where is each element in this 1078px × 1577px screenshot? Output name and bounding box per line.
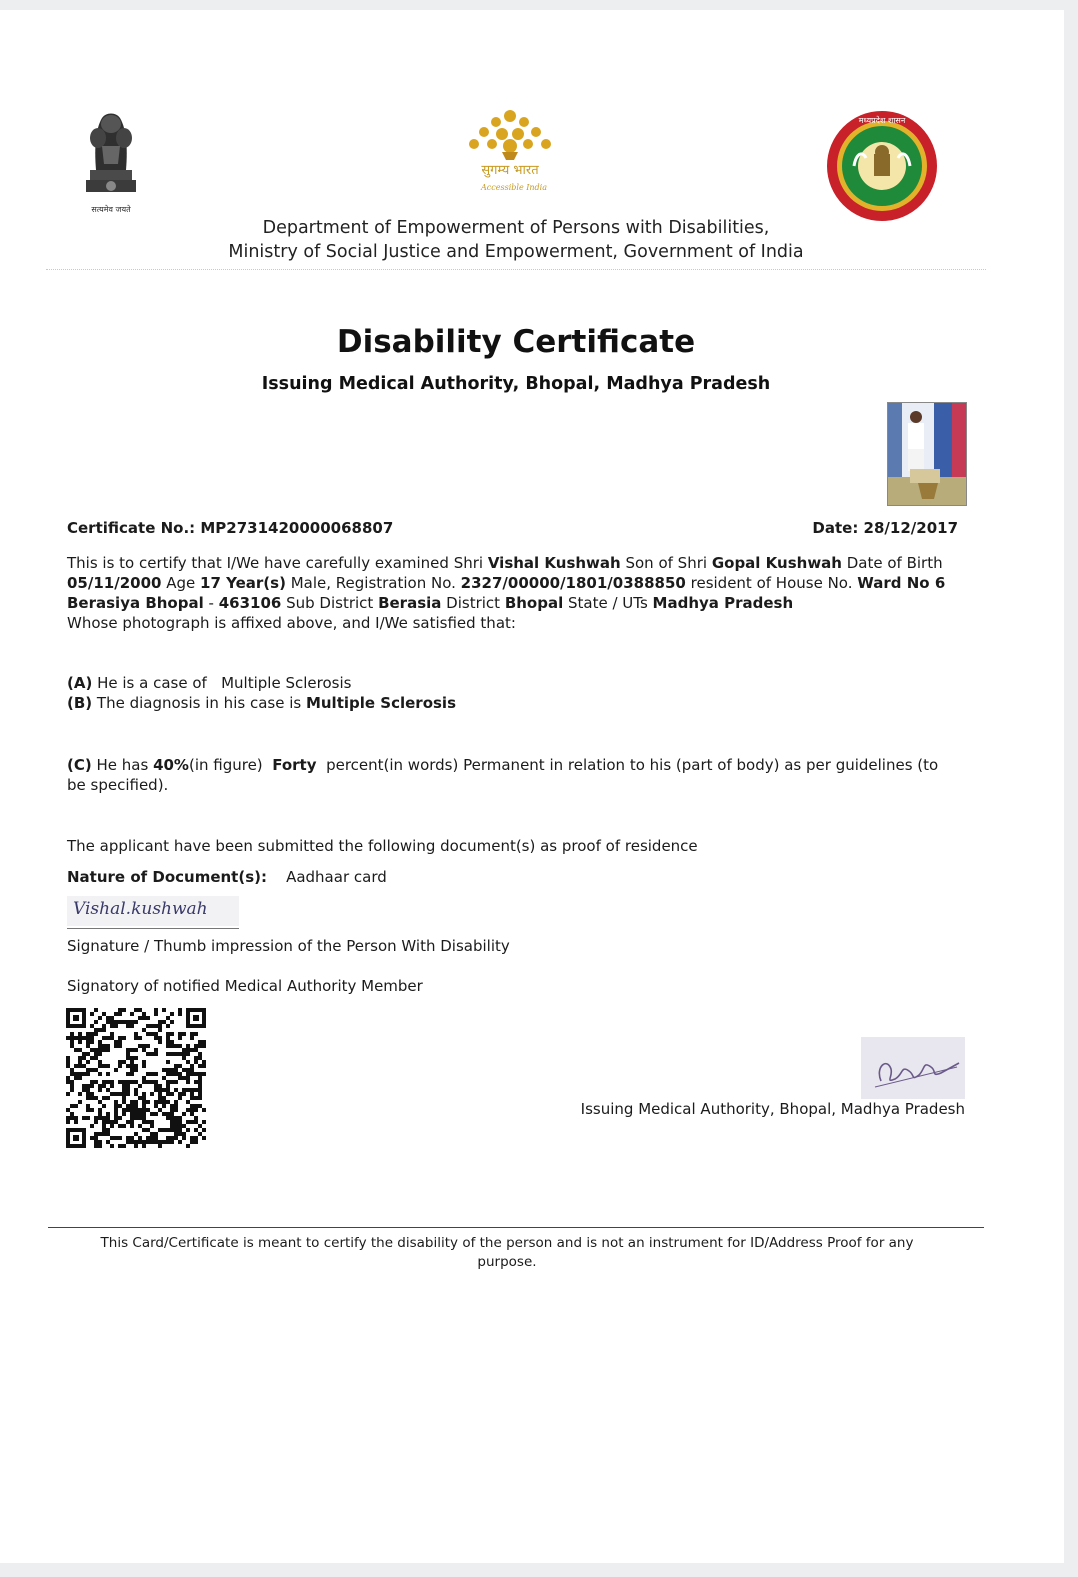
item-b [67,693,456,713]
certificate-subtitle: Issuing Medical Authority, Bhopal, Madhya Pradesh [261,374,771,394]
item-a-label: (A) [67,674,93,692]
department-line-1: Department of Empowerment of Persons with Disabilities, [262,218,770,238]
gender-registration-label: Male, Registration No. [285,574,461,592]
certification-paragraph [67,553,967,633]
nature-label: Nature of Document(s): [67,868,267,886]
accessible-india-logo-icon [458,106,562,198]
certificate-number-label: Certificate No.: [67,519,201,537]
mp-government-seal-icon [826,110,938,222]
house-address: Ward No 6 Berasiya Bhopal [67,574,946,612]
age-label: Age [161,574,201,592]
disability-percent-words: Forty [272,756,317,774]
certificate-number-row [67,518,393,538]
date-of-birth: 05/11/2000 [67,574,162,592]
item-b-text: The diagnosis in his case is [92,694,306,712]
district-label: District [441,594,505,612]
diagnosis-value: Multiple Sclerosis [305,694,456,712]
item-a-text: He is a case of [92,674,212,692]
applicant-photo [887,402,967,506]
signature-underline [67,928,239,929]
resident-label: resident of House No. [685,574,858,592]
qr-code-icon [66,1008,206,1148]
item-a [67,673,351,693]
photo-statement: Whose photograph is affixed above, and I/We satisfied that: [67,614,516,632]
item-b-label: (B) [67,694,93,712]
state-value: Madhya Pradesh [652,594,794,612]
intro-text: This is to certify that I/We have carefully examined Shri [67,554,488,572]
certificate-number: MP2731420000068807 [200,519,394,537]
authority-signature [861,1037,965,1099]
department-header [0,216,1032,264]
item-a-value: Multiple Sclerosis [221,674,352,692]
person-name: Vishal Kushwah [487,554,621,572]
applicant-signature-text: Vishal.kushwah [73,899,208,919]
state-label: State / UTs [563,594,653,612]
certificate-date: 28/12/2017 [863,519,958,537]
certificate-date-row [812,518,958,538]
subdistrict-label: Sub District [281,594,379,612]
logo-hindi-text: सुगम्य भारत [481,163,539,178]
registration-number: 2327/00000/1801/0388850 [460,574,686,592]
subdistrict-value: Berasia [378,594,442,612]
department-line-2: Ministry of Social Justice and Empowerment, Government of India [228,242,804,262]
signatory-label: Signatory of notified Medical Authority Member [67,977,423,995]
item-c-text-3: percent(in words) Permanent in relation to his (part of body) as per guidelines (to be specified). [67,756,939,794]
disability-percent: 40% [153,756,189,774]
item-c-text-2: (in figure) [188,756,268,774]
residence-proof-statement: The applicant have been submitted the following document(s) as proof of residence [67,837,698,855]
footer-disclaimer: This Card/Certificate is meant to certify the disability of the person and is not an instrument for ID/Address Proof for any purpose. [100,1235,914,1270]
seal-text: मध्यप्रदेश शासन [858,116,906,125]
age-value: 17 Year(s) [200,574,286,592]
certificate-page [0,10,1064,1563]
certificate-title: Disability Certificate [336,324,696,360]
thumb-impression-label: Signature / Thumb impression of the Person With Disability [67,937,510,955]
dob-label: Date of Birth [841,554,943,572]
emblem-motto: सत्यमेव जयते [91,205,131,214]
address-dash: - [203,594,219,612]
applicant-signature [67,896,239,926]
item-c-label: (C) [67,756,92,774]
nature-of-document-row [67,867,387,887]
nature-value: Aadhaar card [286,868,387,886]
pin-code: 463106 [218,594,282,612]
item-c-text-1: He has [91,756,154,774]
footer-divider [48,1227,984,1228]
header-divider [46,269,986,270]
issuing-authority-name: Issuing Medical Authority, Bhopal, Madhya Pradesh [580,1100,965,1118]
son-of-text: Son of Shri [620,554,712,572]
father-name: Gopal Kushwah [711,554,842,572]
certificate-date-label: Date: [812,519,864,537]
logo-english-text: Accessible India [481,183,547,192]
national-emblem-icon [76,106,146,218]
district-value: Bhopal [504,594,564,612]
item-c [67,755,957,795]
